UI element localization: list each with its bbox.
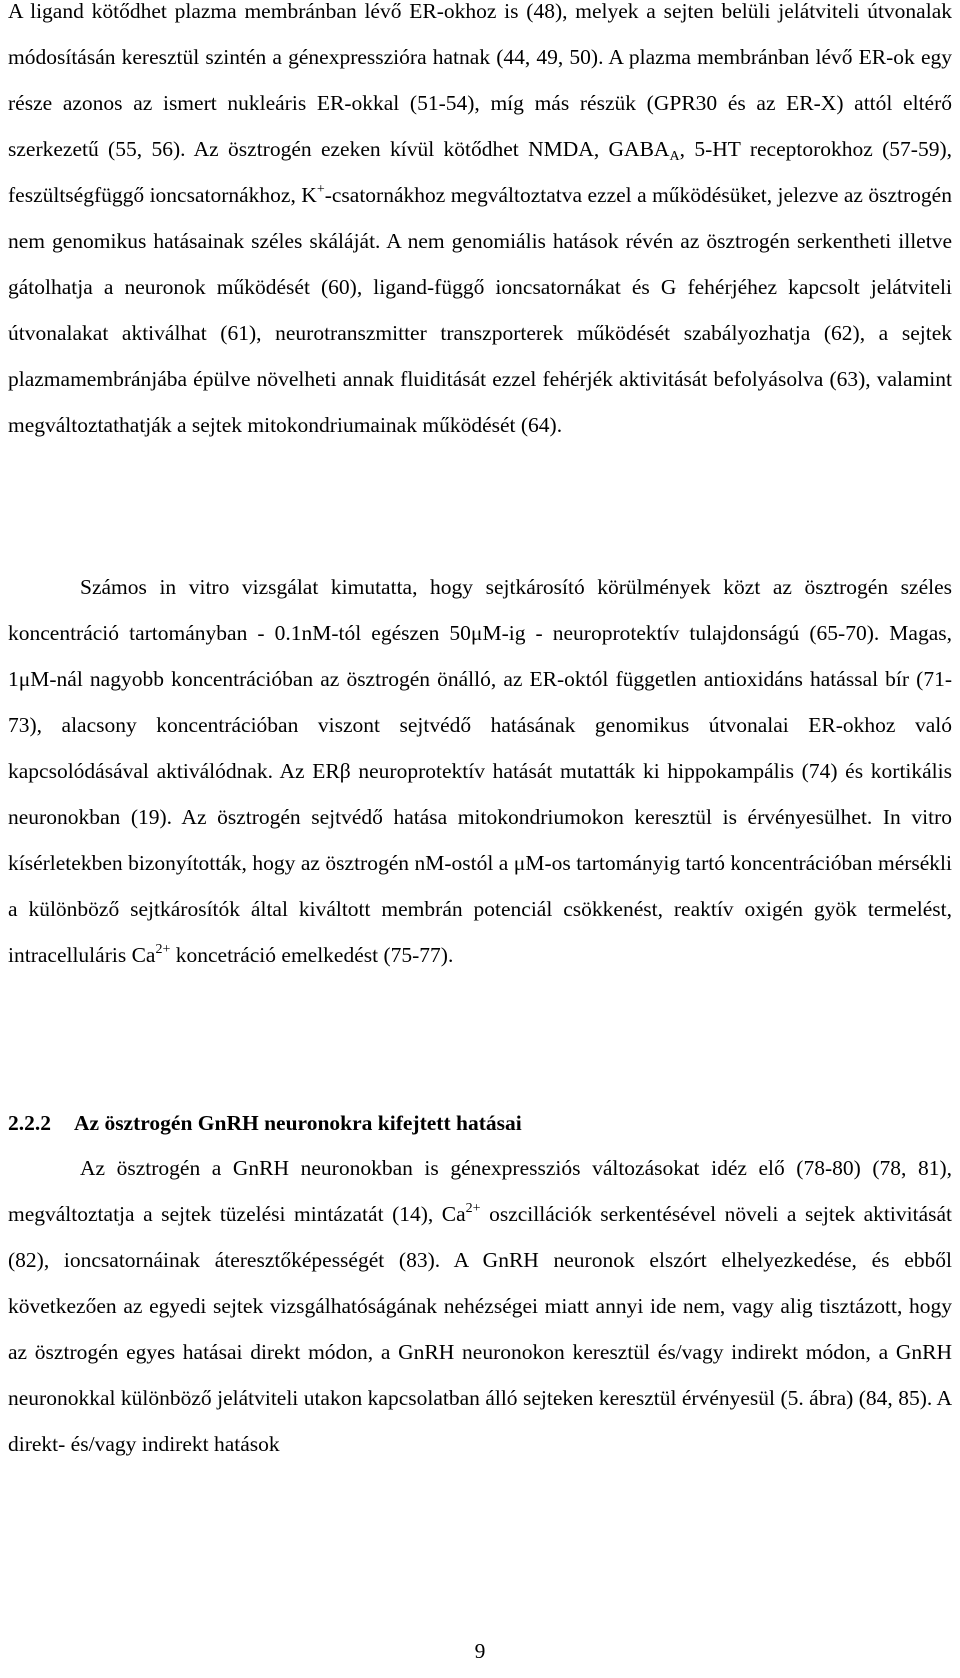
paragraph-text: -csatornákhoz megváltoztatva ezzel a működésüket, jelezve az ösztrogén nem genomikus hatásainak széles skáláját. A nem genomiális hatások révén az ösztrogén serkentheti illetve gátolhatja a neuronok működését (60), ligand-függő ioncsatornákat és G fehérjéhez kapcsolt jelátviteli útvonalakat aktiválhat (61), neurotranszmitter transzporterek működését szabályozhatja (62), a sejtek plazmamembránjába épülve növelheti annak fluiditását ezzel fehérjék aktivitását befolyásolva (63), valamint megváltoztathatják a sejtek mitokondriumainak működését (64). (8, 183, 952, 437)
paragraph-text: , 5-HT receptorokhoz (57-59), feszültségfüggő ioncsatornákhoz, K (8, 137, 953, 207)
superscript-calcium: 2+ (465, 1201, 481, 1216)
paragraph-text: Az ösztrogén a GnRH neuronokban is génexpressziós változásokat idéz elő (78-80) (78, 81), megváltoztatja a sejtek tüzelési mintázatát (14), Ca (8, 1156, 952, 1226)
paragraph-text: koncetráció emelkedést (75-77). (170, 943, 454, 967)
paragraph-membrane-receptors (8, 0, 952, 448)
paragraph-text: Számos in vitro vizsgálat kimutatta, hogy sejtkárosító körülmények közt az ösztrogén széles koncentráció tartományban - 0.1nM-tól egészen 50μM-ig - neuroprotektív tulajdonságú (65-70). Magas, 1μM-nál nagyobb koncentrációban az ösztrogén önálló, az ER-októl független antioxidáns hatással bír (71-73), alacsony koncentrációban viszont sejtvédő hatásának genomikus útvonalai ER-okhoz való kapcsolódásával aktiválódnak. Az ERβ neuroprotektív hatását mutatták ki hippokampális (74) és kortikális neuronokban (19). Az ösztrogén sejtvédő hatása mitokondriumokon keresztül is érvényesülhet. In vitro kísérletekben bizonyították, hogy az ösztrogén nM-ostól a μM-os tartományig tartó koncentrációban mérsékli a különböző sejtkárosítók által kiváltott membrán potenciál csökkenést, reaktív oxigén gyök termelést, intracelluláris Ca (8, 575, 952, 967)
paragraph-gnrh-effects (8, 1145, 952, 1467)
paragraph-neuroprotection (8, 564, 952, 978)
page-number: 9 (474, 1639, 486, 1663)
paragraph-text: A ligand kötődhet plazma membránban lévő ER-okhoz is (48), melyek a sejten belüli jelátviteli útvonalak módosításán keresztül szintén a génexpresszióra hatnak (44, 49, 50). A plazma membránban lévő ER-ok egy része azonos az ismert nukleáris ER-okkal (51-54), míg más részük (GPR30 és az ER-X) attól eltérő szerkezetű (55, 56). Az ösztrogén ezeken kívül kötődhet NMDA, GABA (8, 0, 952, 161)
paragraph-text: oszcillációk serkentésével növeli a sejtek aktivitását (82), ioncsatornáinak áteresztőképességét (83). A GnRH neuronok elszórt elhelyezkedése, és ebből következően az egyedi sejtek vizsgálhatóságának nehézségei miatt annyi ide nem, vagy alig tisztázott, hogy az ösztrogén egyes hatásai direkt módon, a GnRH neuronokon keresztül és/vagy indirekt módon, a GnRH neuronokkal különböző jelátviteli utakon kapcsolatban álló sejteken keresztül érvényesül (5. ábra) (84, 85). A direkt- és/vagy indirekt hatások (8, 1202, 952, 1456)
section-heading (8, 1100, 952, 1146)
section-title: Az ösztrogén GnRH neuronokra kifejtett hatásai (74, 1111, 522, 1135)
superscript-calcium: 2+ (155, 942, 171, 957)
section-number: 2.2.2 (8, 1111, 51, 1135)
superscript-plus: + (316, 182, 325, 197)
subscript-a: A (669, 149, 680, 164)
